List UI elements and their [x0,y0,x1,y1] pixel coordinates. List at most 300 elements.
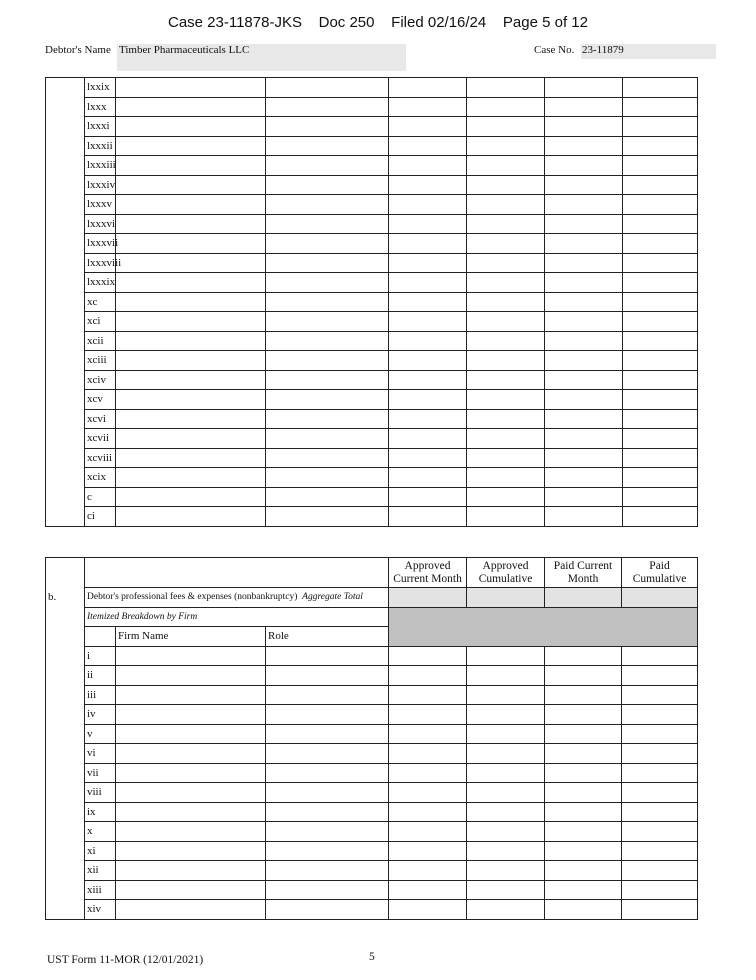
entry-field[interactable] [266,448,389,468]
entry-field[interactable] [389,429,467,449]
entry-field[interactable] [545,370,623,390]
entry-field[interactable] [622,724,698,744]
entry-field[interactable] [545,175,623,195]
col-paid-cumulative: Paid Cumulative [622,558,698,588]
entry-field[interactable] [266,429,389,449]
entry-field[interactable] [266,646,389,666]
entry-field[interactable] [622,802,698,822]
aggregate-approved-cumulative-field[interactable] [467,588,545,608]
entry-field[interactable] [266,841,389,861]
entry-field[interactable] [623,351,698,371]
entry-field[interactable] [116,253,266,273]
entry-field[interactable] [266,666,389,686]
entry-field[interactable] [545,117,623,137]
entry-field[interactable] [545,312,623,332]
table-row [46,78,698,98]
entry-field[interactable] [266,468,389,488]
entry-field[interactable] [467,136,545,156]
entry-field[interactable] [622,646,698,666]
entry-field[interactable] [467,429,545,449]
header-blank [85,558,389,588]
entry-field[interactable] [389,783,467,803]
row-label: lxxxviii [85,253,116,273]
entry-field[interactable] [116,783,266,803]
table-row [46,468,698,488]
aggregate-paid-current-field[interactable] [545,588,622,608]
entry-field[interactable] [266,783,389,803]
row-label: v [85,724,116,744]
table-row [46,351,698,371]
entry-field[interactable] [467,763,545,783]
table-row [46,763,698,783]
entry-field[interactable] [389,802,467,822]
entry-field[interactable] [266,253,389,273]
table-row [46,705,698,725]
row-label: xc [85,292,116,312]
table-row [46,802,698,822]
entry-field[interactable] [545,234,623,254]
page-number: 5 [369,951,375,963]
table-row [46,487,698,507]
table-row [46,292,698,312]
entry-field[interactable] [266,744,389,764]
row-label: xii [85,861,116,881]
entry-field[interactable] [116,763,266,783]
entry-field[interactable] [389,880,467,900]
entry-field[interactable] [467,214,545,234]
entry-field[interactable] [622,822,698,842]
entry-field[interactable] [116,78,266,98]
section-cell [46,558,85,588]
entry-field[interactable] [467,880,545,900]
aggregate-label-cell [85,588,389,608]
entry-field[interactable] [116,175,266,195]
row-label: ix [85,802,116,822]
table-row [46,156,698,176]
entry-field[interactable] [623,253,698,273]
table-row [46,448,698,468]
entry-field[interactable] [622,880,698,900]
entry-field[interactable] [389,331,467,351]
entry-field[interactable] [116,292,266,312]
row-label: viii [85,783,116,803]
table-row [46,409,698,429]
row-label: xiii [85,880,116,900]
entry-field[interactable] [266,724,389,744]
entry-field[interactable] [623,390,698,410]
entry-field[interactable] [623,312,698,332]
row-label: ii [85,666,116,686]
role-header: Role [266,627,389,647]
entry-field[interactable] [116,370,266,390]
entry-field[interactable] [116,507,266,527]
entry-field[interactable] [467,370,545,390]
entry-field[interactable] [116,117,266,137]
entry-field[interactable] [467,273,545,293]
table-row [46,900,698,920]
row-label: c [85,487,116,507]
entry-field[interactable] [389,78,467,98]
entry-field[interactable] [467,841,545,861]
entry-field[interactable] [623,273,698,293]
entry-field[interactable] [389,273,467,293]
row-label: lxxx [85,97,116,117]
form-id: UST Form 11-MOR (12/01/2021) [47,954,204,966]
entry-field[interactable] [266,156,389,176]
page-header [0,14,756,31]
row-label: xcvi [85,409,116,429]
entry-field[interactable] [266,705,389,725]
entry-field[interactable] [623,234,698,254]
entry-field[interactable] [266,175,389,195]
entry-field[interactable] [116,487,266,507]
row-label: xcvii [85,429,116,449]
entry-field[interactable] [545,861,622,881]
entry-field[interactable] [389,468,467,488]
entry-field[interactable] [116,273,266,293]
entry-field[interactable] [116,136,266,156]
row-label: xcv [85,390,116,410]
entry-field[interactable] [266,78,389,98]
entry-field[interactable] [623,331,698,351]
entry-field[interactable] [389,351,467,371]
entry-field[interactable] [545,273,623,293]
row-label: xci [85,312,116,332]
entry-field[interactable] [389,763,467,783]
entry-field[interactable] [116,802,266,822]
row-label: vii [85,763,116,783]
entry-field[interactable] [116,880,266,900]
table-row [46,429,698,449]
entry-field[interactable] [467,234,545,254]
entry-field[interactable] [622,744,698,764]
entry-field[interactable] [116,429,266,449]
entry-field[interactable] [623,370,698,390]
entry-field[interactable] [622,763,698,783]
entry-field[interactable] [467,822,545,842]
entry-field[interactable] [116,195,266,215]
entry-field[interactable] [545,705,622,725]
entry-field[interactable] [266,195,389,215]
entry-field[interactable] [116,390,266,410]
entry-field[interactable] [389,214,467,234]
entry-field[interactable] [545,724,622,744]
entry-field[interactable] [116,409,266,429]
entry-field[interactable] [266,312,389,332]
entry-field[interactable] [467,117,545,137]
entry-field[interactable] [545,448,623,468]
entry-field[interactable] [467,666,545,686]
entry-field[interactable] [389,724,467,744]
aggregate-paid-cumulative-field[interactable] [622,588,698,608]
table-row [46,370,698,390]
entry-field[interactable] [467,78,545,98]
entry-field[interactable] [389,861,467,881]
table-row [46,117,698,137]
entry-field[interactable] [266,685,389,705]
table-row [46,880,698,900]
entry-field[interactable] [467,292,545,312]
entry-field[interactable] [116,351,266,371]
entry-field[interactable] [467,468,545,488]
entry-field[interactable] [623,136,698,156]
entry-field[interactable] [389,705,467,725]
entry-field[interactable] [545,292,623,312]
col-approved-current-month: Approved Current Month [389,558,467,588]
entry-field[interactable] [266,136,389,156]
entry-field[interactable] [389,117,467,137]
entry-field[interactable] [545,822,622,842]
case-no-field[interactable]: 23-11879 [581,44,716,59]
entry-field[interactable] [623,156,698,176]
entry-field[interactable] [545,841,622,861]
entry-field[interactable] [116,841,266,861]
entry-field[interactable] [623,292,698,312]
case-number-header: Case 23-11878-JKS [167,14,302,31]
entry-field[interactable] [266,861,389,881]
entry-field[interactable] [545,783,622,803]
table-row [46,97,698,117]
entry-field[interactable] [545,429,623,449]
entry-field[interactable] [467,195,545,215]
entry-field[interactable] [623,409,698,429]
entry-field[interactable] [389,136,467,156]
entry-field[interactable] [266,507,389,527]
entry-field[interactable] [266,97,389,117]
entry-field[interactable] [545,744,622,764]
col-paid-current-month: Paid Current Month [545,558,622,588]
entry-field[interactable] [266,370,389,390]
entry-field[interactable] [623,97,698,117]
entry-field[interactable] [467,705,545,725]
entry-field[interactable] [266,409,389,429]
section-label: b. [46,588,85,608]
entry-field[interactable] [467,448,545,468]
entry-field[interactable] [116,312,266,332]
filed-date: Filed 02/16/24 [391,14,487,31]
entry-field[interactable] [116,468,266,488]
col-approved-cumulative: Approved Cumulative [467,558,545,588]
entry-field[interactable] [545,802,622,822]
aggregate-label: Debtor's professional fees & expenses (nonbankruptcy) [87,592,298,603]
entry-field[interactable] [467,487,545,507]
entry-field[interactable] [116,156,266,176]
debtor-name-label: Debtor's Name [45,44,111,56]
entry-field[interactable] [389,175,467,195]
entry-field[interactable] [266,390,389,410]
entry-field[interactable] [266,763,389,783]
entry-field[interactable] [467,744,545,764]
row-label: lxxxiii [85,156,116,176]
entry-field[interactable] [116,666,266,686]
entry-field[interactable] [545,253,623,273]
entry-field[interactable] [389,97,467,117]
entry-field[interactable] [389,195,467,215]
entry-field[interactable] [116,900,266,920]
entry-field[interactable] [622,841,698,861]
entry-field[interactable] [389,156,467,176]
debtor-name-field[interactable]: Timber Pharmaceuticals LLC [117,44,406,71]
professional-fees-table-continued [45,77,698,527]
row-label: lxxxvi [85,214,116,234]
entry-field[interactable] [545,900,622,920]
entry-field[interactable] [116,646,266,666]
entry-field[interactable] [623,429,698,449]
table-row [46,861,698,881]
entry-field[interactable] [467,409,545,429]
entry-field[interactable] [467,724,545,744]
entry-field[interactable] [545,351,623,371]
entry-field[interactable] [116,744,266,764]
entry-field[interactable] [545,685,622,705]
entry-field[interactable] [467,312,545,332]
entry-field[interactable] [389,900,467,920]
entry-field[interactable] [622,861,698,881]
entry-field[interactable] [116,724,266,744]
entry-field[interactable] [389,646,467,666]
table-row [46,175,698,195]
table-row [46,312,698,332]
entry-field[interactable] [389,312,467,332]
entry-field[interactable] [467,802,545,822]
entry-field[interactable] [623,468,698,488]
firm-name-header: Firm Name [116,627,266,647]
row-label: vi [85,744,116,764]
entry-field[interactable] [622,783,698,803]
table-row [46,214,698,234]
table-row [46,841,698,861]
table-row [46,136,698,156]
entry-field[interactable] [545,763,622,783]
entry-field[interactable] [623,175,698,195]
entry-field[interactable] [467,175,545,195]
entry-field[interactable] [389,666,467,686]
entry-field[interactable] [116,214,266,234]
entry-field[interactable] [266,900,389,920]
entry-field[interactable] [545,666,622,686]
entry-field[interactable] [389,390,467,410]
entry-field[interactable] [266,273,389,293]
table-row [46,744,698,764]
shaded-block [389,607,698,646]
entry-field[interactable] [545,195,623,215]
row-label: xcii [85,331,116,351]
entry-field[interactable] [545,390,623,410]
entry-field[interactable] [622,900,698,920]
entry-field[interactable] [545,97,623,117]
table-row [46,273,698,293]
entry-field[interactable] [116,685,266,705]
table-row [46,195,698,215]
entry-field[interactable] [389,234,467,254]
case-no-label: Case No. [534,44,575,56]
entry-field[interactable] [389,370,467,390]
entry-field[interactable] [545,78,623,98]
entry-field[interactable] [467,900,545,920]
entry-field[interactable] [623,214,698,234]
entry-field[interactable] [266,117,389,137]
entry-field[interactable] [266,214,389,234]
entry-field[interactable] [389,487,467,507]
row-label: lxxxv [85,195,116,215]
entry-field[interactable] [389,685,467,705]
entry-field[interactable] [467,390,545,410]
entry-field[interactable] [545,487,623,507]
entry-field[interactable] [623,487,698,507]
entry-field[interactable] [266,802,389,822]
entry-field[interactable] [467,646,545,666]
table-row [46,331,698,351]
entry-field[interactable] [545,880,622,900]
entry-field[interactable] [545,646,622,666]
entry-field[interactable] [467,685,545,705]
entry-field[interactable] [266,822,389,842]
entry-field[interactable] [389,253,467,273]
entry-field[interactable] [545,409,623,429]
entry-field[interactable] [545,331,623,351]
entry-field[interactable] [266,292,389,312]
entry-field[interactable] [545,214,623,234]
entry-field[interactable] [389,822,467,842]
entry-field[interactable] [467,97,545,117]
entry-field[interactable] [467,507,545,527]
entry-field[interactable] [116,448,266,468]
entry-field[interactable] [389,409,467,429]
entry-field[interactable] [622,685,698,705]
entry-field[interactable] [266,234,389,254]
entry-field[interactable] [389,841,467,861]
aggregate-approved-current-field[interactable] [389,588,467,608]
entry-field[interactable] [266,351,389,371]
entry-field[interactable] [623,78,698,98]
entry-field[interactable] [467,861,545,881]
entry-field[interactable] [116,822,266,842]
entry-field[interactable] [389,744,467,764]
entry-field[interactable] [545,468,623,488]
entry-field[interactable] [389,507,467,527]
entry-field[interactable] [389,292,467,312]
entry-field[interactable] [622,666,698,686]
table-row [46,822,698,842]
entry-field[interactable] [467,156,545,176]
entry-field[interactable] [116,331,266,351]
entry-field[interactable] [467,331,545,351]
entry-field[interactable] [389,448,467,468]
entry-field[interactable] [623,117,698,137]
entry-field[interactable] [116,861,266,881]
entry-field[interactable] [467,351,545,371]
entry-field[interactable] [545,507,623,527]
entry-field[interactable] [623,448,698,468]
row-label: iii [85,685,116,705]
table-row [46,783,698,803]
table-row [46,685,698,705]
entry-field[interactable] [266,880,389,900]
entry-field[interactable] [116,97,266,117]
entry-field[interactable] [266,487,389,507]
entry-field[interactable] [266,331,389,351]
entry-field[interactable] [116,234,266,254]
entry-field[interactable] [545,136,623,156]
entry-field[interactable] [623,507,698,527]
entry-field[interactable] [545,156,623,176]
entry-field[interactable] [623,195,698,215]
entry-field[interactable] [116,705,266,725]
entry-field[interactable] [467,783,545,803]
entry-field[interactable] [622,705,698,725]
row-label: xiv [85,900,116,920]
entry-field[interactable] [467,253,545,273]
